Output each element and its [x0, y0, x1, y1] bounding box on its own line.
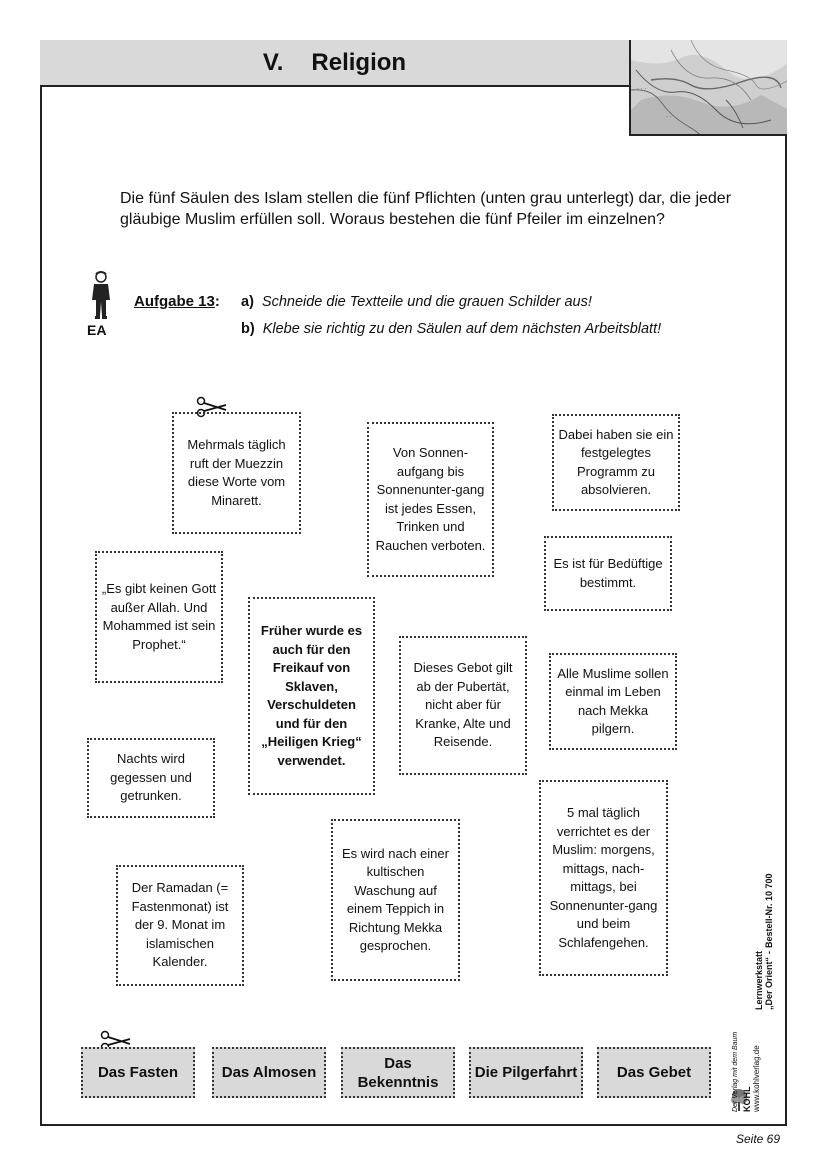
publisher-tagline: Der Verlag mit dem Baum [732, 1031, 739, 1112]
pillar-sign: Das Bekenntnis [341, 1047, 455, 1098]
task-b-text: Klebe sie richtig zu den Säulen auf dem nächsten Arbeitsblatt! [262, 321, 662, 337]
intro-text: Die fünf Säulen des Islam stellen die fünf Pflichten (unten grau unterlegt) dar, die jeder gläubige Muslim erfüllen soll. Woraus bestehen die fünf Pfeiler im einzelnen? [120, 190, 732, 228]
pillar-sign: Das Gebet [597, 1047, 711, 1098]
map-image [629, 40, 787, 136]
task-a-letter: a) [241, 294, 254, 310]
page-title: Religion [311, 48, 407, 76]
cut-card: Alle Muslime sollen einmal im Leben nach Mekka pilgern. [549, 653, 677, 750]
cut-card: Früher wurde es auch für den Freikauf von Sklaven, Verschuldeten und für den „Heiligen Krieg“ verwendet. [248, 597, 375, 795]
side-title: „Der Orient“ [764, 956, 774, 1010]
publisher-sidebar [730, 873, 790, 1120]
cut-card: Es ist für Bedüftige bestimmt. [544, 536, 672, 611]
page-number: Seite 69 [736, 1132, 781, 1146]
cut-card: Mehrmals täglich ruft der Muezzin diese Worte vom Minarett. [172, 412, 301, 534]
task-label [134, 293, 220, 310]
task-colon: : [214, 293, 220, 310]
task-b [241, 321, 661, 337]
pillar-sign: Das Fasten [81, 1047, 195, 1098]
cut-card: Dieses Gebot gilt ab der Pubertät, nicht aber für Kranke, Alte und Reisende. [399, 636, 527, 775]
cut-card: „Es gibt keinen Gott außer Allah. Und Mohammed ist sein Prophet.“ [95, 551, 223, 683]
cut-card: Der Ramadan (= Fastenmonat) ist der 9. Monat im islamischen Kalender. [116, 865, 244, 986]
cut-card: Von Sonnen-aufgang bis Sonnenunter-gang ist jedes Essen, Trinken und Rauchen verboten. [367, 422, 494, 577]
ea-badge: EA [87, 322, 107, 338]
svg-text:· ·: · · [666, 114, 672, 120]
order-number: Bestell-Nr. 10 700 [764, 873, 774, 948]
cut-card: Es wird nach einer kultischen Waschung auf einem Teppich in Richtung Mekka gesprochen. [331, 819, 460, 981]
cut-card: Dabei haben sie ein festgelegtes Programm zu absolvieren. [552, 414, 680, 511]
task-a-text: Schneide die Textteile und die grauen Schilder aus! [261, 294, 592, 310]
page-header [40, 40, 631, 87]
publisher-name: KOHL [742, 1086, 752, 1112]
task-b-letter: b) [241, 321, 255, 337]
cut-card: Nachts wird gegessen und getrunken. [87, 738, 215, 818]
pillar-sign: Die Pilgerfahrt [469, 1047, 583, 1098]
task-name: Aufgabe 13 [134, 293, 215, 310]
side-dash: - [764, 951, 774, 954]
publisher-url: www.kohlverlag.de [752, 1045, 761, 1112]
svg-text:· · ·: · · · [637, 86, 647, 92]
task-a [241, 294, 592, 310]
pillar-sign: Das Almosen [212, 1047, 326, 1098]
student-figure-icon [86, 270, 116, 322]
side-workshop: Lernwerkstatt [754, 950, 764, 1010]
cut-card: 5 mal täglich verrichtet es der Muslim: morgens, mittags, nach-mittags, bei Sonnenunter-gang und beim Schlafengehen. [539, 780, 668, 976]
chapter-number: V. [262, 48, 284, 76]
